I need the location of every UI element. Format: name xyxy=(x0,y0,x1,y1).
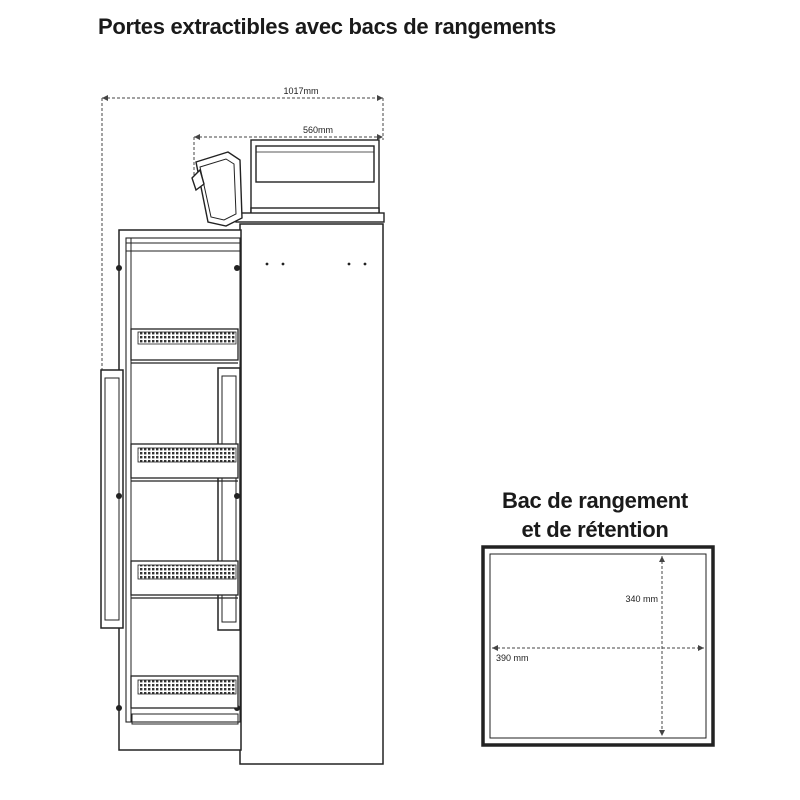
depth-label: 560mm xyxy=(302,125,334,135)
bin-title-line2: et de rétention xyxy=(521,517,669,542)
storage-bin-2 xyxy=(131,444,238,481)
bin-height-label: 340 mm xyxy=(625,594,658,604)
width-label: 1017mm xyxy=(283,86,319,96)
storage-bin-3 xyxy=(131,561,238,598)
storage-bin-4 xyxy=(131,676,238,708)
open-top-drawer xyxy=(192,152,242,226)
bin-width-label: 390 mm xyxy=(496,653,529,663)
top-unit xyxy=(236,140,384,222)
bin-top-view xyxy=(483,547,713,745)
door-handle-left xyxy=(101,370,123,628)
bin-height-dimension xyxy=(659,556,665,736)
cabinet-side-panel xyxy=(240,224,383,764)
bin-width-dimension xyxy=(492,645,704,651)
bin-title-line1: Bac de rangement xyxy=(502,488,688,513)
storage-bin-1 xyxy=(131,329,238,363)
diagram-title: Portes extractibles avec bacs de rangements xyxy=(98,14,556,39)
